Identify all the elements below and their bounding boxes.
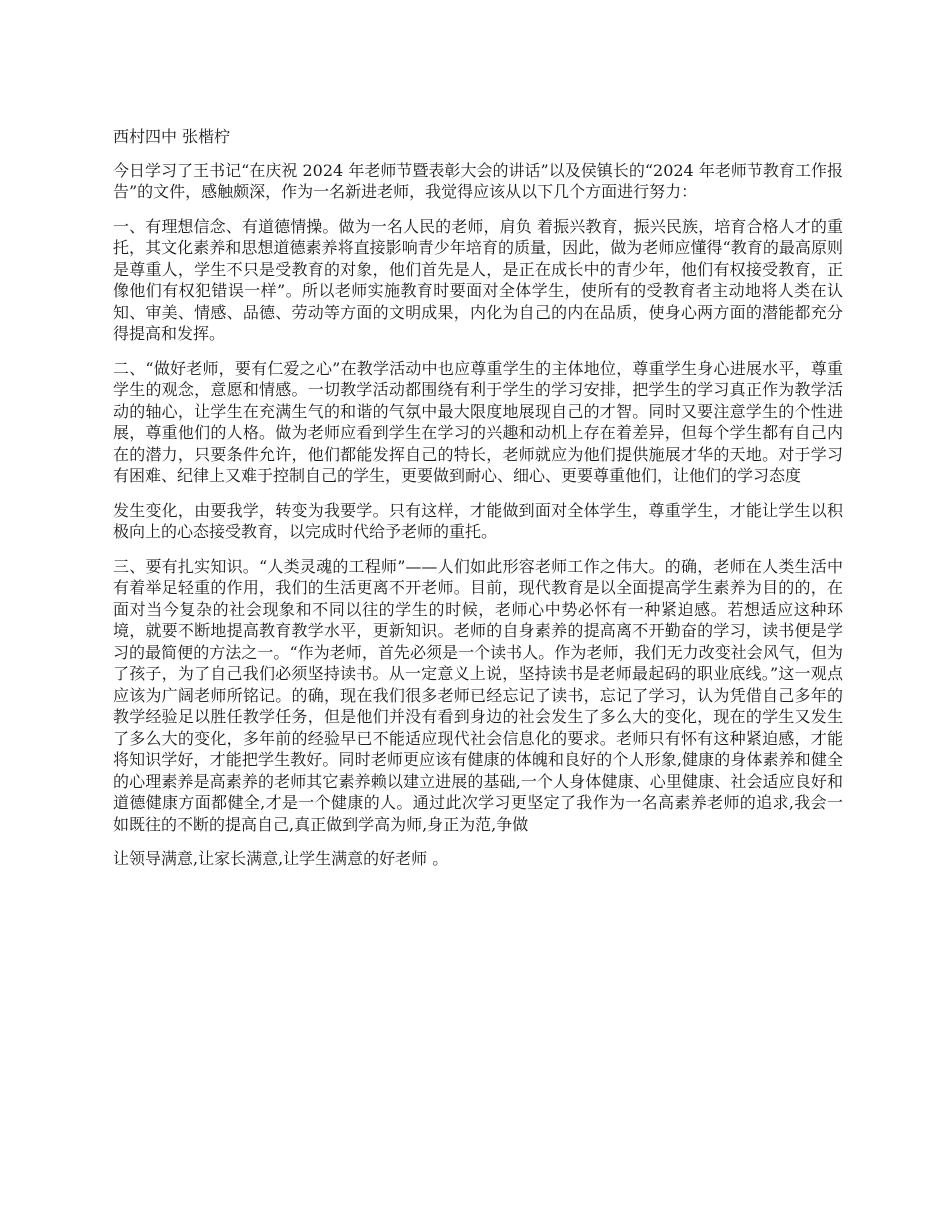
paragraph-intro: 今日学习了王书记“在庆祝 2024 年老师节暨表彰大会的讲话”以及侯镇长的“2024 年老师节教育工作报告”的文件，感触颇深，作为一名新进老师，我觉得应该从以下几个方面进行努力：	[113, 160, 843, 201]
paragraph-section-3: 三、要有扎实知识。“人类灵魂的工程师”——人们如此形容老师工作之伟大。的确，老师在人类生活中有着举足轻重的作用，我们的生活更离不开老师。目前，现代教育是以全面提高学生素养为目的的，在面对当今复杂的社会现象和不同以往的学生的时候，老师心中势必怀有一种紧迫感。若想适应这种环境，就要不断地提高教育教学水平，更新知识。老师的自身素养的提高离不开勤奋的学习，读书便是学习的最简便的方法之一。“作为老师，首先必须是一个读书人。作为老师，我们无力改变社会风气，但为了孩子，为了自己我们必须坚持读书。从一定意义上说，坚持读书是老师最起码的职业底线。”这一观点应该为广阔老师所铭记。的确，现在我们很多老师已经忘记了读书，忘记了学习，认为凭借自己多年的教学经验足以胜任教学任务，但是他们并没有看到身边的社会发生了多么大的变化，现在的学生又发生了多么大的变化，多年前的经验早已不能适应现代社会信息化的要求。老师只有怀有这种紧迫感，才能将知识学好，才能把学生教好。同时老师更应该有健康的体魄和良好的个人形象,健康的身体素养和健全的心理素养是高素养的老师其它素养赖以建立进展的基础,一个人身体健康、心里健康、社会适应良好和道德健康方面都健全,才是一个健康的人。通过此次学习更坚定了我作为一名高素养老师的追求,我会一如既往的不断的提高自己,真正做到学高为师,身正为范,争做	[113, 556, 843, 834]
document-body	[113, 126, 843, 883]
paragraph-section-2: 二、“做好老师，要有仁爱之心”在教学活动中也应尊重学生的主体地位，尊重学生身心进展水平，尊重学生的观念，意愿和情感。一切教学活动都围绕有利于学生的学习安排，把学生的学习真正作为教学活动的轴心，让学生在充满生气的和谐的气氛中最大限度地展现自己的才智。同时又要注意学生的个性进展，尊重他们的人格。做为老师应看到学生在学习的兴趣和动机上存在着差异，但每个学生都有自己内在的潜力，只要条件允许，他们都能发挥自己的特长，老师就应为他们提供施展才华的天地。对于学习有困难、纪律上又难于控制自己的学生，更要做到耐心、细心、更要尊重他们，让他们的学习态度	[113, 358, 843, 485]
paragraph-section-1: 一、有理想信念、有道德情操。做为一名人民的老师，肩负 着振兴教育，振兴民族，培育合格人才的重托，其文化素养和思想道德素养将直接影响青少年培育的质量，因此，做为老师应懂得“教育的最高原则是尊重人，学生不只是受教育的对象，他们首先是人，是正在成长中的青少年，他们有权接受教育，正像他们有权犯错误一样”。所以老师实施教育时要面对全体学生，使所有的受教育者主动地将人类在认知、审美、情感、品德、劳动等方面的文明成果，内化为自己的内在品质，使身心两方面的潜能都充分得提高和发挥。	[113, 216, 843, 343]
paragraph-closing: 让领导满意,让家长满意,让学生满意的好老师 。	[113, 849, 449, 868]
author-line: 西村四中 张楷柠	[113, 127, 231, 146]
paragraph-section-2-continued: 发生变化，由要我学，转变为我要学。只有这样，才能做到面对全体学生，尊重学生，才能让学生以积极向上的心态接受教育，以完成时代给予老师的重托。	[113, 500, 843, 541]
